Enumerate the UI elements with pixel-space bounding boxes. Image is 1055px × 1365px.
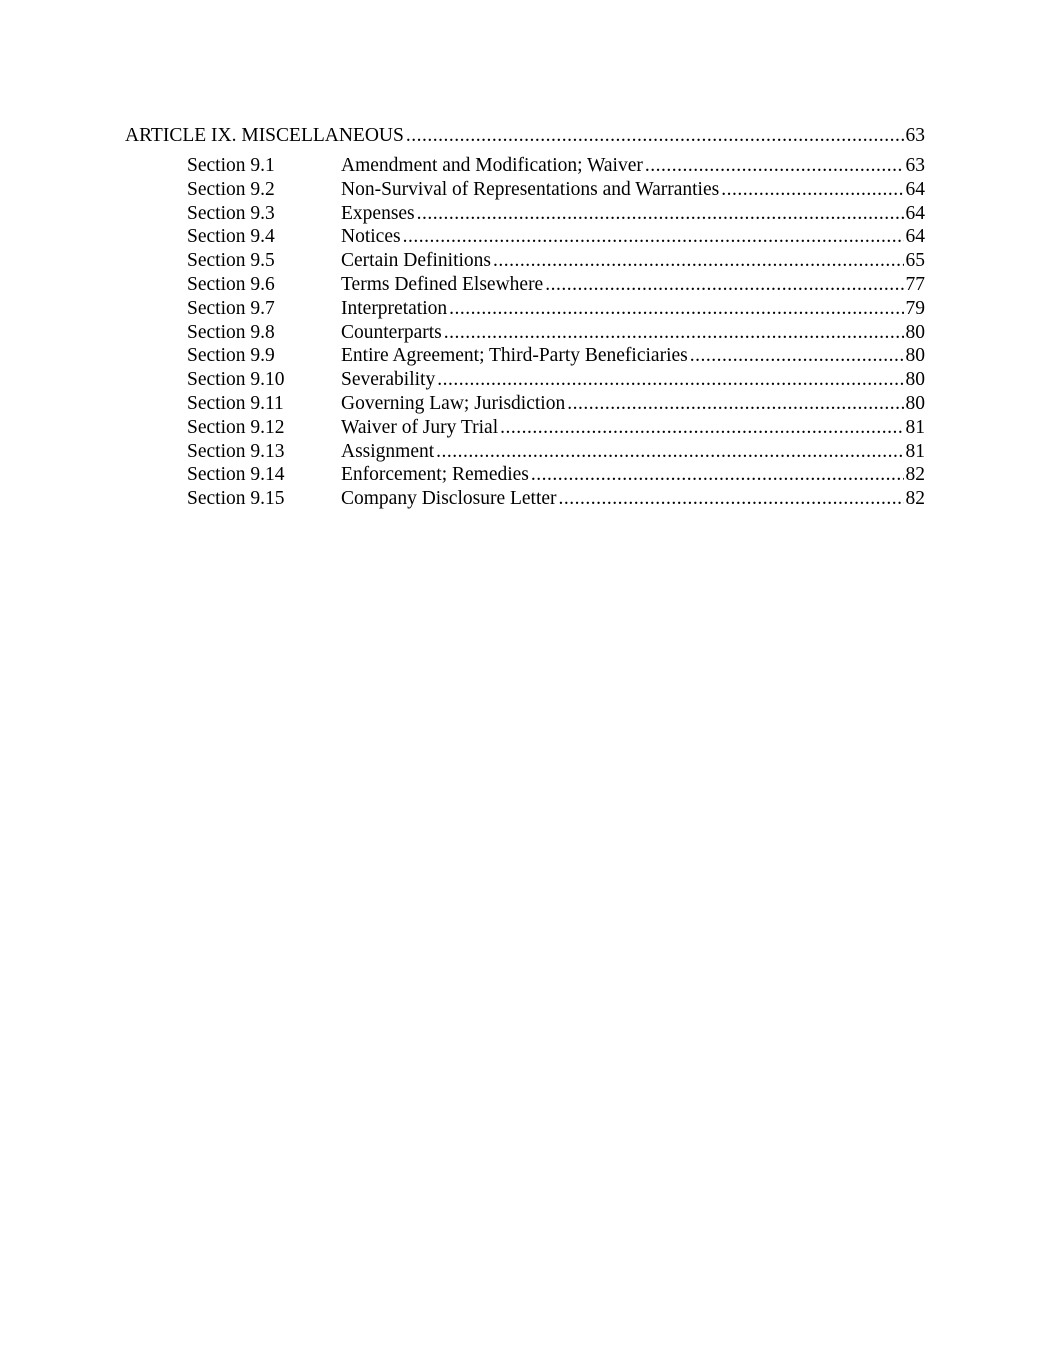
section-page-number: 80 <box>905 321 925 343</box>
toc-section-row[interactable] <box>125 321 925 345</box>
toc-section-row[interactable] <box>125 154 925 178</box>
dot-leader <box>417 202 904 226</box>
section-page-number: 80 <box>905 345 925 367</box>
dot-leader <box>645 154 904 178</box>
toc-section-row[interactable] <box>125 249 925 273</box>
toc-section-row[interactable] <box>125 225 925 249</box>
section-page-number: 63 <box>905 155 925 176</box>
section-number: Section 9.3 <box>187 202 275 224</box>
section-title: Governing Law; Jurisdiction <box>341 392 566 414</box>
dot-leader <box>449 297 903 321</box>
toc-section-row[interactable] <box>125 392 925 416</box>
toc-section-row[interactable] <box>125 368 925 392</box>
section-title: Expenses <box>341 202 415 224</box>
section-page-number: 79 <box>905 297 925 319</box>
toc-section-row[interactable] <box>125 344 925 368</box>
dot-leader <box>721 178 903 202</box>
dot-leader <box>500 416 903 440</box>
section-number: Section 9.9 <box>187 345 275 367</box>
section-page-number: 80 <box>905 369 925 391</box>
section-page-number: 64 <box>905 226 925 248</box>
section-number: Section 9.5 <box>187 250 275 272</box>
section-title: Waiver of Jury Trial <box>341 416 499 438</box>
section-page-number: 82 <box>905 464 925 486</box>
section-page-number: 82 <box>905 488 925 510</box>
section-title: Counterparts <box>341 321 442 343</box>
section-title: Interpretation <box>341 297 448 319</box>
section-number: Section 9.4 <box>187 226 275 248</box>
section-title: Assignment <box>341 440 435 462</box>
toc-section-row[interactable] <box>125 178 925 202</box>
section-number: Section 9.14 <box>187 464 285 486</box>
article-page-number: 63 <box>905 125 925 146</box>
section-page-number: 77 <box>905 273 925 295</box>
section-number: Section 9.11 <box>187 392 284 414</box>
toc-section-row[interactable] <box>125 202 925 226</box>
section-number: Section 9.6 <box>187 273 275 295</box>
toc-section-row[interactable] <box>125 297 925 321</box>
section-title: Notices <box>341 226 401 248</box>
section-title: Certain Definitions <box>341 250 492 272</box>
article-title: ARTICLE IX. MISCELLANEOUS <box>125 125 404 146</box>
section-number: Section 9.7 <box>187 297 275 319</box>
section-title: Enforcement; Remedies <box>341 464 529 486</box>
dot-leader <box>567 392 903 416</box>
toc-article-row[interactable] <box>125 124 925 154</box>
dot-leader <box>406 124 904 148</box>
section-page-number: 81 <box>905 440 925 462</box>
dot-leader <box>444 321 904 345</box>
section-number: Section 9.15 <box>187 488 285 510</box>
section-title: Entire Agreement; Third-Party Beneficiaries <box>341 345 688 367</box>
section-title: Non-Survival of Representations and Warranties <box>341 178 720 200</box>
dot-leader <box>436 440 903 464</box>
section-number: Section 9.2 <box>187 178 275 200</box>
dot-leader <box>531 463 904 487</box>
dot-leader <box>493 249 903 273</box>
dot-leader <box>559 487 904 511</box>
section-page-number: 64 <box>905 202 925 224</box>
section-title: Amendment and Modification; Waiver <box>341 155 643 176</box>
dot-leader <box>545 273 903 297</box>
dot-leader <box>437 368 903 392</box>
toc-section-row[interactable] <box>125 416 925 440</box>
dot-leader <box>690 344 904 368</box>
section-title: Severability <box>341 369 436 391</box>
toc-section-row[interactable] <box>125 487 925 511</box>
section-number: Section 9.8 <box>187 321 275 343</box>
section-number: Section 9.1 <box>187 155 275 176</box>
toc-section-row[interactable] <box>125 440 925 464</box>
section-page-number: 80 <box>905 392 925 414</box>
section-page-number: 64 <box>905 178 925 200</box>
toc-section-row[interactable] <box>125 463 925 487</box>
section-number: Section 9.10 <box>187 369 285 391</box>
section-title: Company Disclosure Letter <box>341 488 557 510</box>
table-of-contents <box>125 124 925 511</box>
dot-leader <box>403 225 904 249</box>
toc-section-row[interactable] <box>125 273 925 297</box>
section-title: Terms Defined Elsewhere <box>341 273 544 295</box>
section-number: Section 9.12 <box>187 416 285 438</box>
section-page-number: 65 <box>905 250 925 272</box>
section-number: Section 9.13 <box>187 440 285 462</box>
section-page-number: 81 <box>905 416 925 438</box>
